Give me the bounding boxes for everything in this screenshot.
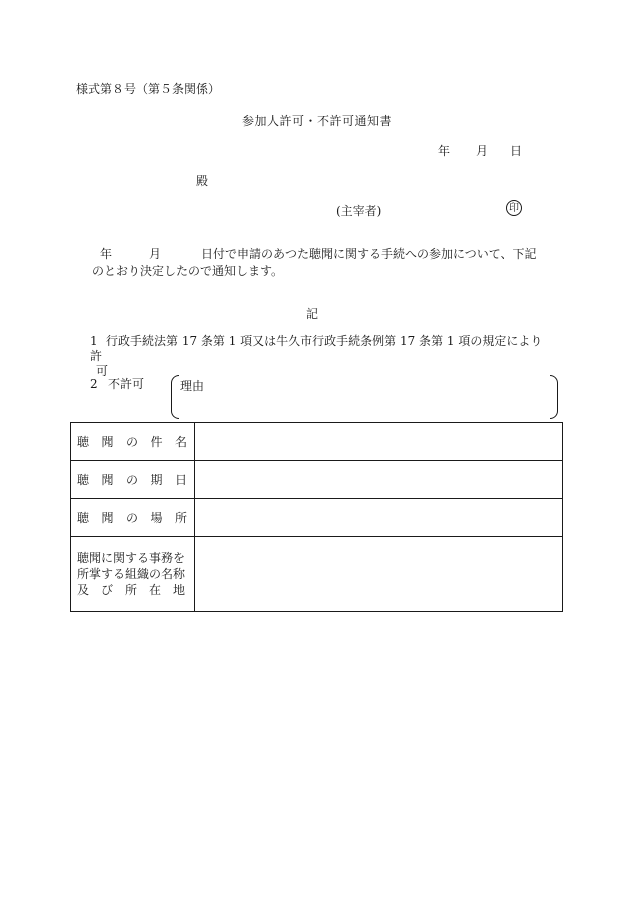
label-organization-line-1: 聴聞に関する事務を [77, 551, 186, 565]
label-char: 聞 [101, 473, 114, 487]
label-char: び [100, 583, 113, 597]
item-1-line-2: 可 [96, 364, 109, 378]
label-char: 在 [148, 583, 161, 597]
item-1-permitted [90, 334, 550, 379]
label-char: 所 [124, 583, 137, 597]
label-char: 期 [150, 473, 163, 487]
item-1-line-1: 行政手続法第 17 条第 1 項又は牛久市行政手続条例第 17 条第 1 項の規定により許 [90, 334, 543, 363]
hearing-info-table [70, 422, 563, 612]
label-hearing-date [71, 461, 195, 499]
body-month: 月 [149, 247, 162, 261]
table-row-hearing-date [71, 461, 563, 499]
reason-label: 理由 [180, 379, 205, 393]
reason-bracket-right [550, 375, 558, 419]
date-year: 年 [438, 144, 451, 158]
label-char: 聴 [77, 473, 90, 487]
value-hearing-date[interactable] [195, 461, 563, 499]
reason-bracket-left [171, 375, 179, 419]
label-char: 件 [150, 435, 163, 449]
label-char: 聴 [77, 435, 90, 449]
item-2-not-permitted: 不許可 [108, 377, 145, 391]
label-char: の [125, 511, 138, 525]
label-char: 及 [77, 583, 90, 597]
label-char: 所 [174, 511, 187, 525]
label-char: 場 [150, 511, 163, 525]
organizer-label: (主宰者) [336, 204, 382, 218]
label-char: の [125, 473, 138, 487]
date-day: 日 [510, 144, 523, 158]
value-organization[interactable] [195, 537, 563, 612]
notice-body-line-2: のとおり決定したので通知します。 [92, 264, 284, 278]
addressee-suffix: 殿 [196, 174, 209, 188]
label-char: 日 [174, 473, 187, 487]
seal-stamp: 印 [506, 200, 522, 216]
label-organization-line-3 [77, 582, 185, 598]
label-organization [71, 537, 195, 612]
table-row-organization [71, 537, 563, 612]
label-char: 名 [174, 435, 187, 449]
value-hearing-place[interactable] [195, 499, 563, 537]
table-row-hearing-place [71, 499, 563, 537]
notice-body [92, 246, 546, 280]
label-char: 聞 [101, 435, 114, 449]
date-month: 月 [476, 144, 489, 158]
body-line1-rest: 日付で申請のあつた聴聞に関する手続への参加について、下記 [201, 247, 537, 261]
notice-body-line-1 [100, 246, 546, 263]
value-hearing-title[interactable] [195, 423, 563, 461]
form-number: 様式第８号（第５条関係） [76, 82, 221, 96]
item-2-number: 2 [90, 377, 98, 391]
item-1-number: 1 [90, 334, 98, 348]
label-char: 地 [172, 583, 185, 597]
label-char: 聞 [101, 511, 114, 525]
label-char: 聴 [77, 511, 90, 525]
body-year: 年 [100, 247, 113, 261]
label-hearing-place [71, 499, 195, 537]
label-char: の [125, 435, 138, 449]
label-organization-line-2: 所掌する組織の名称 [77, 567, 186, 581]
table-row-hearing-title [71, 423, 563, 461]
label-hearing-title [71, 423, 195, 461]
document-title: 参加人許可・不許可通知書 [242, 114, 393, 128]
ki-heading: 記 [306, 307, 319, 321]
